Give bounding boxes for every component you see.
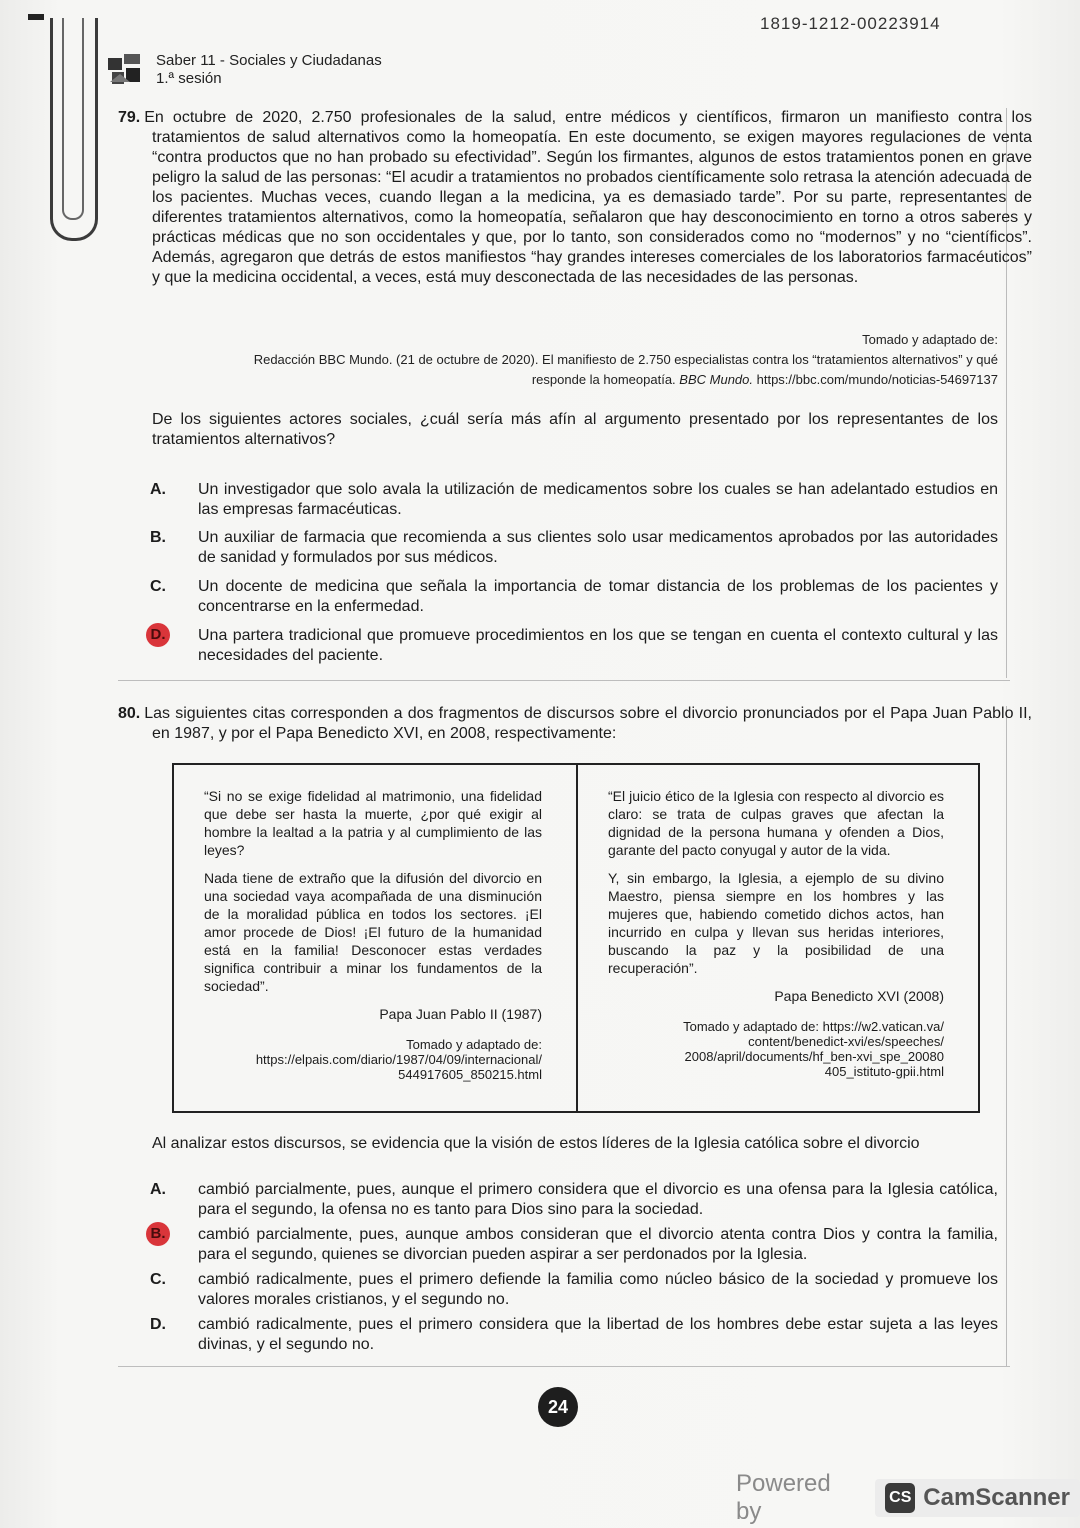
question-text: Las siguientes citas corresponden a dos fragmentos de discursos sobre el divorcio pronunciados por el Papa Juan Pablo II, en 1987, y por el Papa Benedicto XVI, en 2008, respectivamente: <box>144 705 1032 742</box>
option-letter: A. <box>150 481 166 498</box>
question-number: 80. <box>118 705 141 722</box>
scan-corner-mark <box>28 14 44 20</box>
q80-option-d[interactable] <box>150 1315 998 1355</box>
exam-title: Saber 11 - Sociales y Ciudadanas <box>156 52 382 69</box>
option-letter: C. <box>150 1271 166 1288</box>
quote-source-label: Tomado y adaptado de: <box>406 1037 542 1052</box>
exam-header <box>106 52 382 88</box>
source-line-2 <box>150 370 998 390</box>
q79-option-b[interactable] <box>150 528 998 568</box>
option-text: Un auxiliar de farmacia que recomienda a sus clientes solo usar medicamentos aprobados por las autoridades de sanidad y formulados por sus médicos. <box>198 529 998 566</box>
q80-prompt: Al analizar estos discursos, se evidencia que la visión de estos líderes de la Iglesia católica sobre el divorcio <box>152 1135 920 1152</box>
option-text: cambió radicalmente, pues el primero considera que la libertad de los hombres debe estar sujeta a las leyes divinas, y el segundo no. <box>198 1316 998 1353</box>
option-text: cambió parcialmente, pues, aunque el primero considera que el divorcio es una ofensa para la Iglesia católica, para el segundo, la ofensa no es tanto para Dios sino para la sociedad. <box>198 1181 998 1218</box>
question-divider <box>118 680 1010 681</box>
source-publication: BBC Mundo. <box>679 372 753 387</box>
answer-circle-icon: B. <box>146 1222 170 1246</box>
quote-source-url: content/benedict-xvi/es/speeches/ <box>748 1034 944 1049</box>
quote-left <box>174 765 576 1111</box>
quote-source-label: Tomado y adaptado de: https://w2.vatican.va/ <box>683 1019 944 1034</box>
option-letter-marked <box>150 626 198 666</box>
option-letter: A. <box>150 1181 166 1198</box>
quote-paragraph: “Si no se exige fidelidad al matrimonio, una fidelidad que debe ser hasta la muerte, ¿por qué exigir al hombre la lealtad a la patria y al cumplimiento de las leyes? <box>204 788 542 858</box>
source-url: https://bbc.com/mundo/noticias-54697137 <box>756 372 998 387</box>
question-79 <box>118 108 1032 288</box>
option-text: cambió radicalmente, pues el primero defiende la familia como núcleo básico de la sociedad y promueve los valores morales cristianos, y el segundo no. <box>198 1271 998 1308</box>
quote-author: Papa Juan Pablo II (1987) <box>379 1006 542 1022</box>
option-letter: D. <box>150 1316 166 1333</box>
q80-option-c[interactable] <box>150 1270 998 1310</box>
quote-source-url: https://elpais.com/diario/1987/04/09/internacional/ <box>255 1052 542 1067</box>
source-label: Tomado y adaptado de: <box>862 332 998 347</box>
watermark-prefix: Powered by <box>736 1470 831 1525</box>
quote-right <box>576 765 978 1111</box>
camscanner-logo <box>875 1479 1080 1517</box>
document-code: 1819-1212-00223914 <box>760 14 941 33</box>
paper-clip-inner <box>62 18 84 220</box>
question-80 <box>118 704 1032 744</box>
exam-session: 1.ª sesión <box>156 70 222 87</box>
quotes-table <box>172 763 980 1113</box>
quote-source <box>204 1037 542 1082</box>
source-line-1: Redacción BBC Mundo. (21 de octubre de 2020). El manifiesto de 2.750 especialistas contra los “tratamientos alternativos” y qué <box>253 352 998 367</box>
camscanner-watermark <box>736 1470 1080 1526</box>
q79-option-c[interactable] <box>150 577 998 617</box>
q80-option-a[interactable] <box>150 1180 998 1220</box>
icfes-logo-icon <box>106 52 144 86</box>
option-letter-marked <box>150 1225 198 1265</box>
option-text: Un docente de medicina que señala la importancia de tomar distancia de los problemas de los pacientes y concentrarse en la enfermedad. <box>198 578 998 615</box>
page-number: 24 <box>538 1387 578 1427</box>
option-text: Un investigador que solo avala la utilización de medicamentos sobre los cuales se han adelantado estudios en las empresas farmacéuticas. <box>198 481 998 518</box>
q79-option-a[interactable] <box>150 480 998 520</box>
right-margin-rule <box>1006 706 1007 1366</box>
q80-option-b[interactable] <box>150 1225 998 1265</box>
option-letter: C. <box>150 578 166 595</box>
question-divider <box>118 1366 1010 1367</box>
answer-circle-icon: D. <box>146 623 170 647</box>
quote-paragraph: Nada tiene de extraño que la difusión del divorcio en una sociedad vaya acompañada de una disminución de la moralidad pública en todos los sectores. ¡El amor procede de Dios! ¡El futuro de la humanidad está en la familia! Desconocer estas verdades significa contribuir a minar los fundamentos de la sociedad”. <box>204 870 542 994</box>
option-text: Una partera tradicional que promueve procedimientos en los que se tengan en cuenta el contexto cultural y las necesidades del paciente. <box>198 627 998 664</box>
q79-prompt: De los siguientes actores sociales, ¿cuál sería más afín al argumento presentado por los representantes de los tratamientos alternativos? <box>152 411 998 448</box>
quote-paragraph: Y, sin embargo, la Iglesia, a ejemplo de su divino Maestro, piensa siempre en los hombres y las mujeres que, habiendo cometido dichos actos, han incurrido en culpa y llevan sus heridas interiores, buscando la paz y la posibilidad de una recuperación”. <box>608 870 944 976</box>
q79-option-d[interactable] <box>150 626 998 666</box>
quote-source-url: 544917605_850215.html <box>398 1067 542 1082</box>
quote-source-url: 2008/april/documents/hf_ben-xvi_spe_20080 <box>684 1049 944 1064</box>
option-text: cambió parcialmente, pues, aunque ambos consideran que el divorcio atenta contra Dios y contra la familia, para el segundo, quienes se divorcian pueden aspirar a ser perdonados por la Iglesia. <box>198 1226 998 1263</box>
option-letter: B. <box>150 529 166 546</box>
source-title-part: responde la homeopatía. <box>531 372 676 387</box>
question-number: 79. <box>118 109 141 126</box>
quote-source-url: 405_istituto-gpii.html <box>824 1064 944 1079</box>
quote-author: Papa Benedicto XVI (2008) <box>774 988 944 1004</box>
question-text: En octubre de 2020, 2.750 profesionales de la salud, entre médicos y científicos, firmaron un manifiesto contra los tratamientos de salud alternativos como la homeopatía. En este documento, se exigen mayores regulaciones de venta “contra productos que no han probado su efectividad”. Según los firmantes, algunos de estos tratamientos ponen en grave peligro la salud de las personas: “El acudir a tratamientos no probados científicamente solo retrasa la atención adecuada de los pacientes. Muchas veces, cuando llegan a la medicina, ya es demasiado tarde”. Por su parte, representantes de diferentes tratamientos alternativos, como la homeopatía, señalaron que hay desconocimiento en torno a otros saberes y prácticas médicas que no son occidentales y que, por lo tanto, son considerados como no “modernos” y no “científicos”. Además, agregaron que detrás de estos manifiestos “hay grandes intereses comerciales de los laboratorios farmacéuticos” y que la medicina occidental, a veces, está muy desconectada de las necesidades de las personas. <box>144 109 1032 286</box>
quote-source <box>608 1019 944 1079</box>
q79-source <box>150 330 998 390</box>
quote-paragraph: “El juicio ético de la Iglesia con respecto al divorcio es claro: se trata de culpas graves que afectan la dignidad de la persona humana y ofenden a Dios, garante del pacto conyugal y autor de la vida. <box>608 788 944 858</box>
camscanner-brand: CamScanner <box>923 1484 1070 1511</box>
camscanner-icon: CS <box>885 1483 915 1513</box>
